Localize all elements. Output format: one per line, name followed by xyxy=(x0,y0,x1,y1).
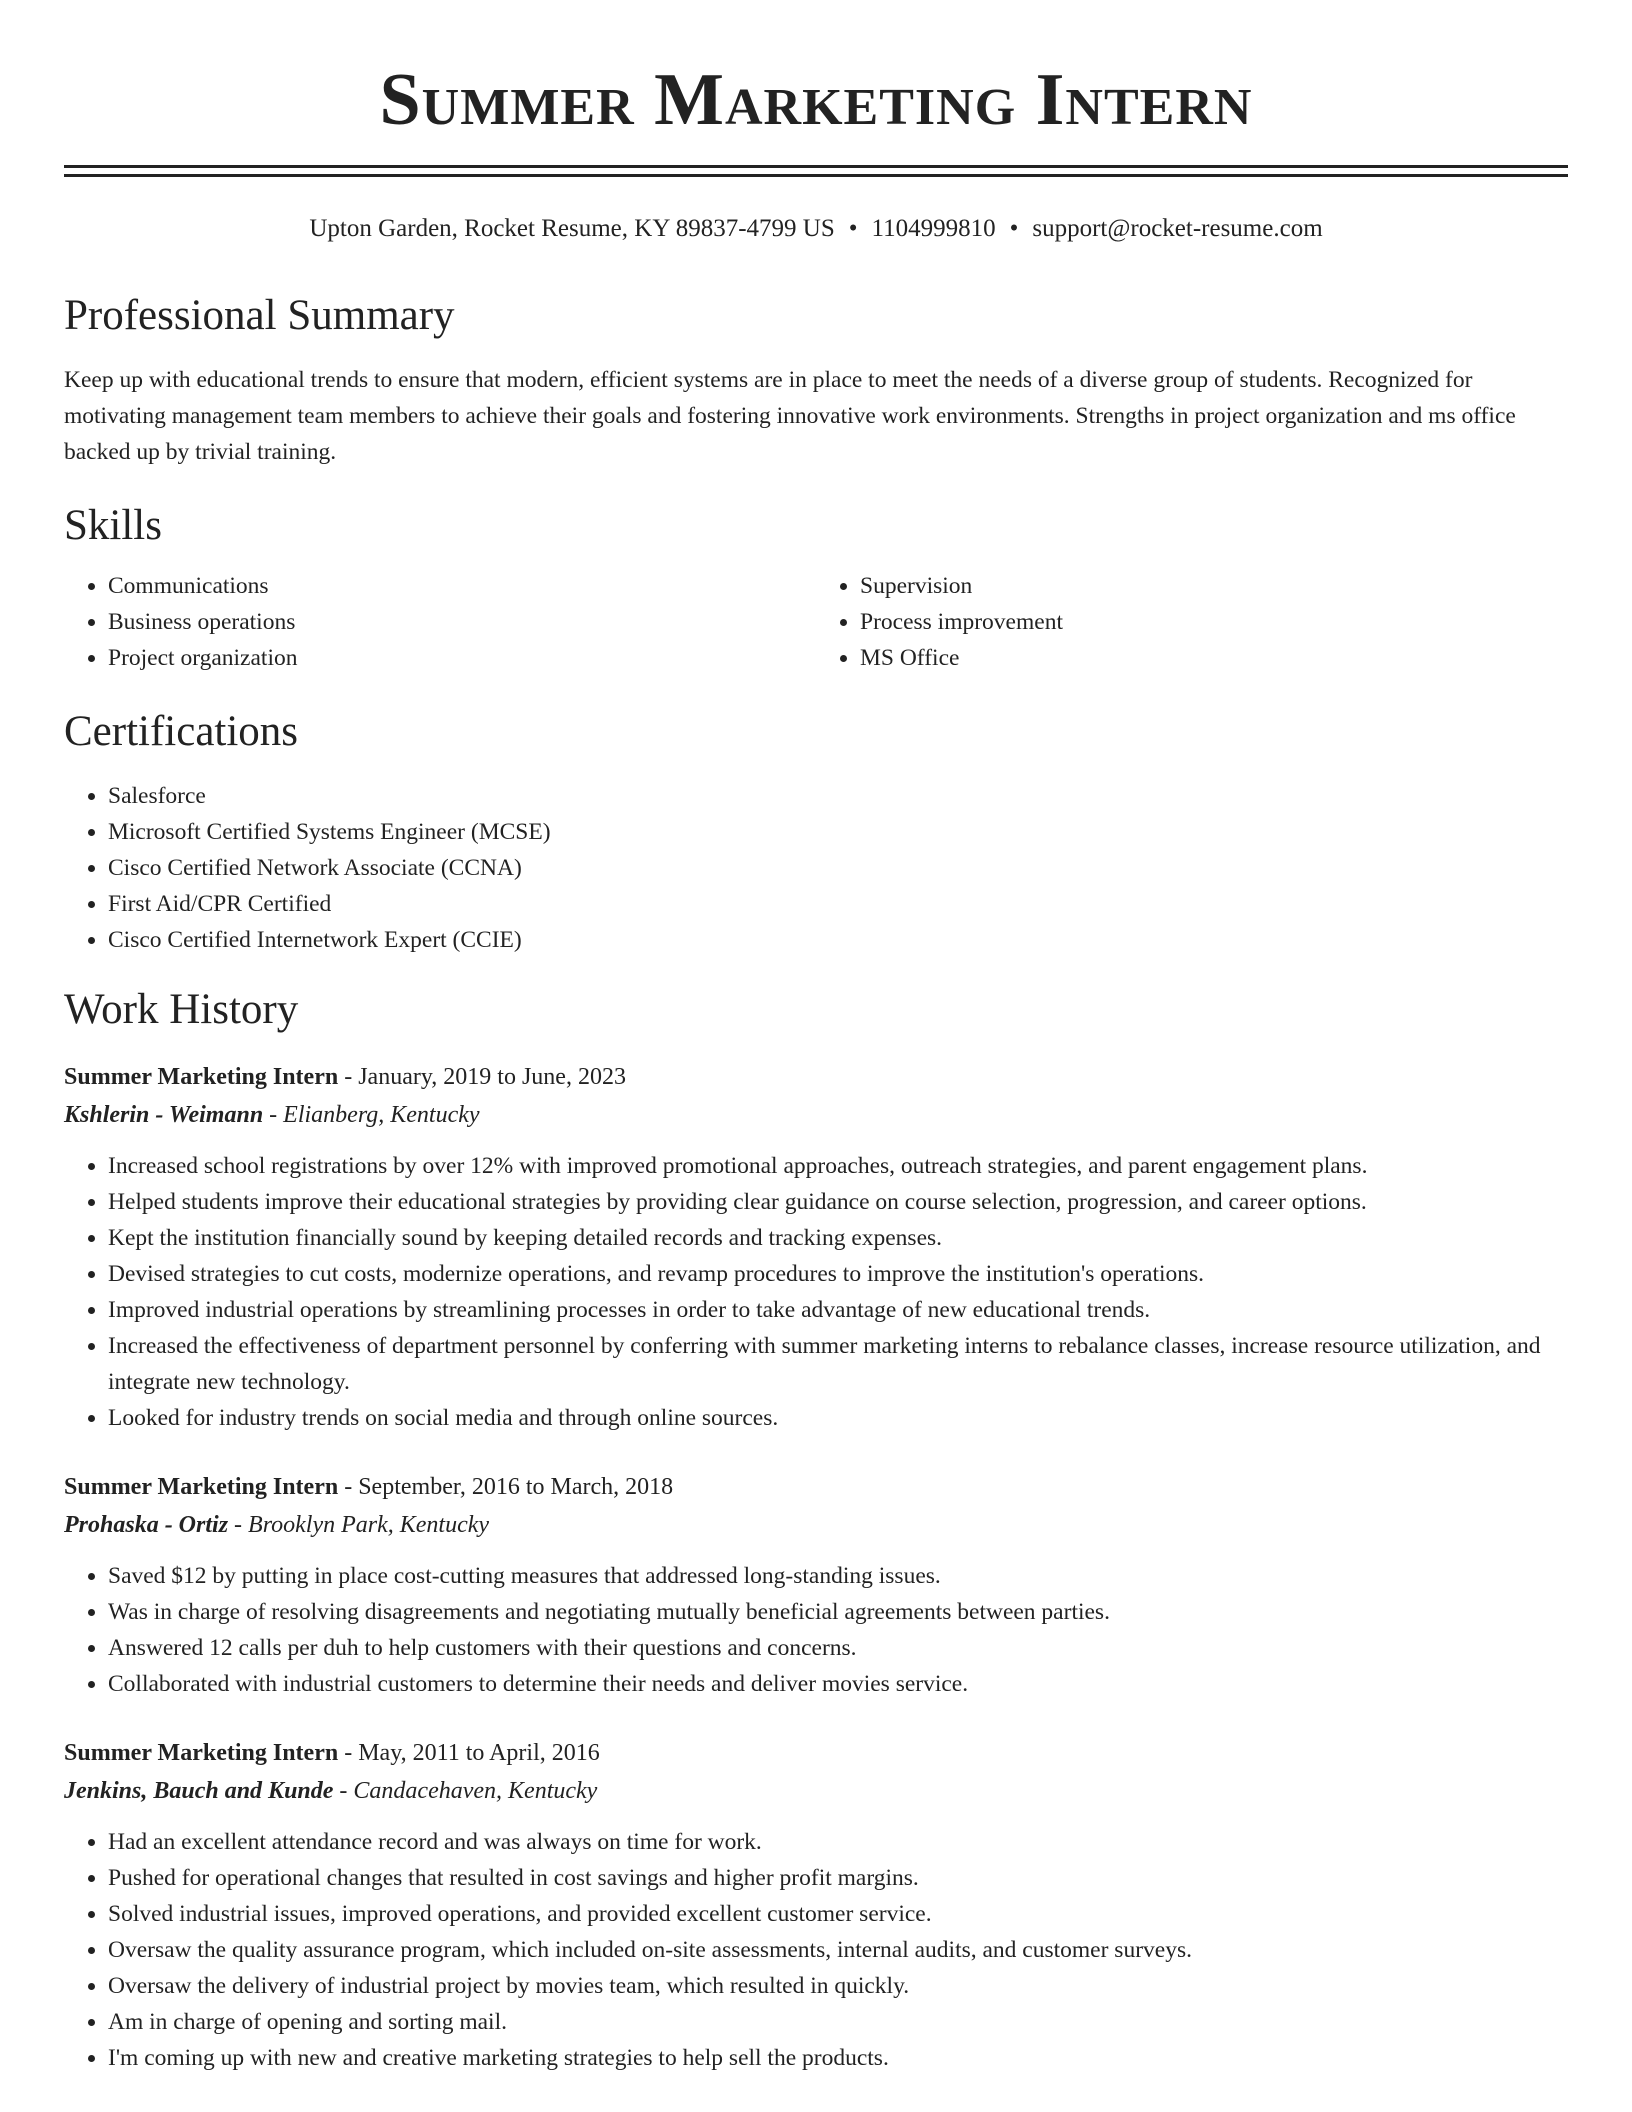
employer-location: Candacehaven, Kentucky xyxy=(353,1778,598,1804)
job-bullet: • Devised strategies to cut costs, modernize operations, and revamp procedures to improve the institution's operations. xyxy=(108,1256,1568,1292)
job-title-line xyxy=(64,1468,1568,1506)
job-bullets xyxy=(64,1824,1568,2076)
skills-list-left xyxy=(64,568,816,676)
job-bullet: • Oversaw the delivery of industrial project by movies team, which resulted in quickly. xyxy=(108,1968,1568,2004)
job-title: Summer Marketing Intern xyxy=(64,1474,339,1500)
contact-email: support@rocket-resume.com xyxy=(1032,215,1323,242)
employer-line xyxy=(64,1096,1568,1134)
job-bullet: • Improved industrial operations by streamlining processes in order to take advantage of new educational trends. xyxy=(108,1292,1568,1328)
job-bullets xyxy=(64,1558,1568,1702)
skills-grid xyxy=(64,568,1568,676)
employer-location: Elianberg, Kentucky xyxy=(283,1102,480,1128)
job-bullet: • Helped students improve their educational strategies by providing clear guidance on course selection, progression, and career options. xyxy=(108,1184,1568,1220)
employer-name: Jenkins, Bauch and Kunde xyxy=(64,1778,334,1804)
job-bullet: • Saved $12 by putting in place cost-cutting measures that addressed long-standing issues. xyxy=(108,1558,1568,1594)
job-dates: September, 2016 to March, 2018 xyxy=(358,1474,674,1500)
certification-item: • Cisco Certified Internetwork Expert (CCIE) xyxy=(108,922,1568,958)
skill-item: • Supervision xyxy=(860,568,1568,604)
certification-item: • Microsoft Certified Systems Engineer (MCSE) xyxy=(108,814,1568,850)
dash: - xyxy=(338,1474,359,1500)
contact-separator: • xyxy=(1009,215,1019,242)
dash: - xyxy=(338,1064,359,1090)
skills-list-right xyxy=(816,568,1568,676)
job-entry xyxy=(64,1734,1568,2076)
summary-heading: Professional Summary xyxy=(64,292,455,339)
skill-item: • Business operations xyxy=(108,604,816,640)
work-history-heading: Work History xyxy=(64,986,299,1033)
job-title-line xyxy=(64,1734,1568,1772)
job-entry xyxy=(64,1058,1568,1436)
job-bullet: • I'm coming up with new and creative marketing strategies to help sell the products. xyxy=(108,2040,1568,2076)
employer-name: Kshlerin - Weimann xyxy=(64,1102,264,1128)
job-bullet: • Increased the effectiveness of department personnel by conferring with summer marketing interns to rebalance classes, increase resource utilization, and integrate new technology. xyxy=(108,1328,1568,1400)
job-dates: May, 2011 to April, 2016 xyxy=(358,1740,600,1766)
employer-line xyxy=(64,1772,1568,1810)
certifications-list xyxy=(64,778,1568,958)
certification-item: • First Aid/CPR Certified xyxy=(108,886,1568,922)
job-bullet: • Was in charge of resolving disagreements and negotiating mutually beneficial agreements between parties. xyxy=(108,1594,1568,1630)
job-bullet: • Am in charge of opening and sorting mail. xyxy=(108,2004,1568,2040)
title-divider xyxy=(64,165,1568,177)
job-title-line xyxy=(64,1058,1568,1096)
job-bullet: • Solved industrial issues, improved operations, and provided excellent customer service. xyxy=(108,1896,1568,1932)
certification-item: • Salesforce xyxy=(108,778,1568,814)
job-bullet: • Kept the institution financially sound by keeping detailed records and tracking expenses. xyxy=(108,1220,1568,1256)
contact-separator: • xyxy=(848,215,858,242)
employer-name: Prohaska - Ortiz xyxy=(64,1512,229,1538)
certifications-heading: Certifications xyxy=(64,708,299,755)
resume-title: Summer Marketing Intern xyxy=(379,59,1253,141)
dash: - xyxy=(338,1740,359,1766)
job-bullet: • Had an excellent attendance record and was always on time for work. xyxy=(108,1824,1568,1860)
employer-line xyxy=(64,1506,1568,1544)
job-dates: January, 2019 to June, 2023 xyxy=(358,1064,626,1090)
contact-address: Upton Garden, Rocket Resume, KY 89837-4799 US xyxy=(309,215,835,242)
job-bullet: • Looked for industry trends on social media and through online sources. xyxy=(108,1400,1568,1436)
summary-text: Keep up with educational trends to ensure that modern, efficient systems are in place to meet the needs of a diverse group of students. Recognized for motivating management team members to achieve their goals and fostering innovative work environments. Strengths in project organization and ms office backed up by trivial training. xyxy=(64,367,1516,465)
job-bullet: • Oversaw the quality assurance program, which included on-site assessments, internal audits, and customer surveys. xyxy=(108,1932,1568,1968)
job-entry xyxy=(64,1468,1568,1702)
skills-heading: Skills xyxy=(64,502,162,549)
contact-phone: 1104999810 xyxy=(871,215,996,242)
certification-item: • Cisco Certified Network Associate (CCNA) xyxy=(108,850,1568,886)
dash: - xyxy=(228,1512,249,1538)
job-bullet: • Pushed for operational changes that resulted in cost savings and higher profit margins. xyxy=(108,1860,1568,1896)
skill-item: • Communications xyxy=(108,568,816,604)
skill-item: • Process improvement xyxy=(860,604,1568,640)
job-bullet: • Collaborated with industrial customers to determine their needs and deliver movies service. xyxy=(108,1666,1568,1702)
skill-item: • Project organization xyxy=(108,640,816,676)
contact-line xyxy=(64,212,1568,246)
job-bullets xyxy=(64,1148,1568,1436)
job-bullet: • Answered 12 calls per duh to help customers with their questions and concerns. xyxy=(108,1630,1568,1666)
job-title: Summer Marketing Intern xyxy=(64,1064,339,1090)
job-bullet: • Increased school registrations by over 12% with improved promotional approaches, outreach strategies, and parent engagement plans. xyxy=(108,1148,1568,1184)
dash: - xyxy=(263,1102,284,1128)
employer-location: Brooklyn Park, Kentucky xyxy=(248,1512,490,1538)
dash: - xyxy=(333,1778,354,1804)
job-title: Summer Marketing Intern xyxy=(64,1740,339,1766)
skill-item: • MS Office xyxy=(860,640,1568,676)
